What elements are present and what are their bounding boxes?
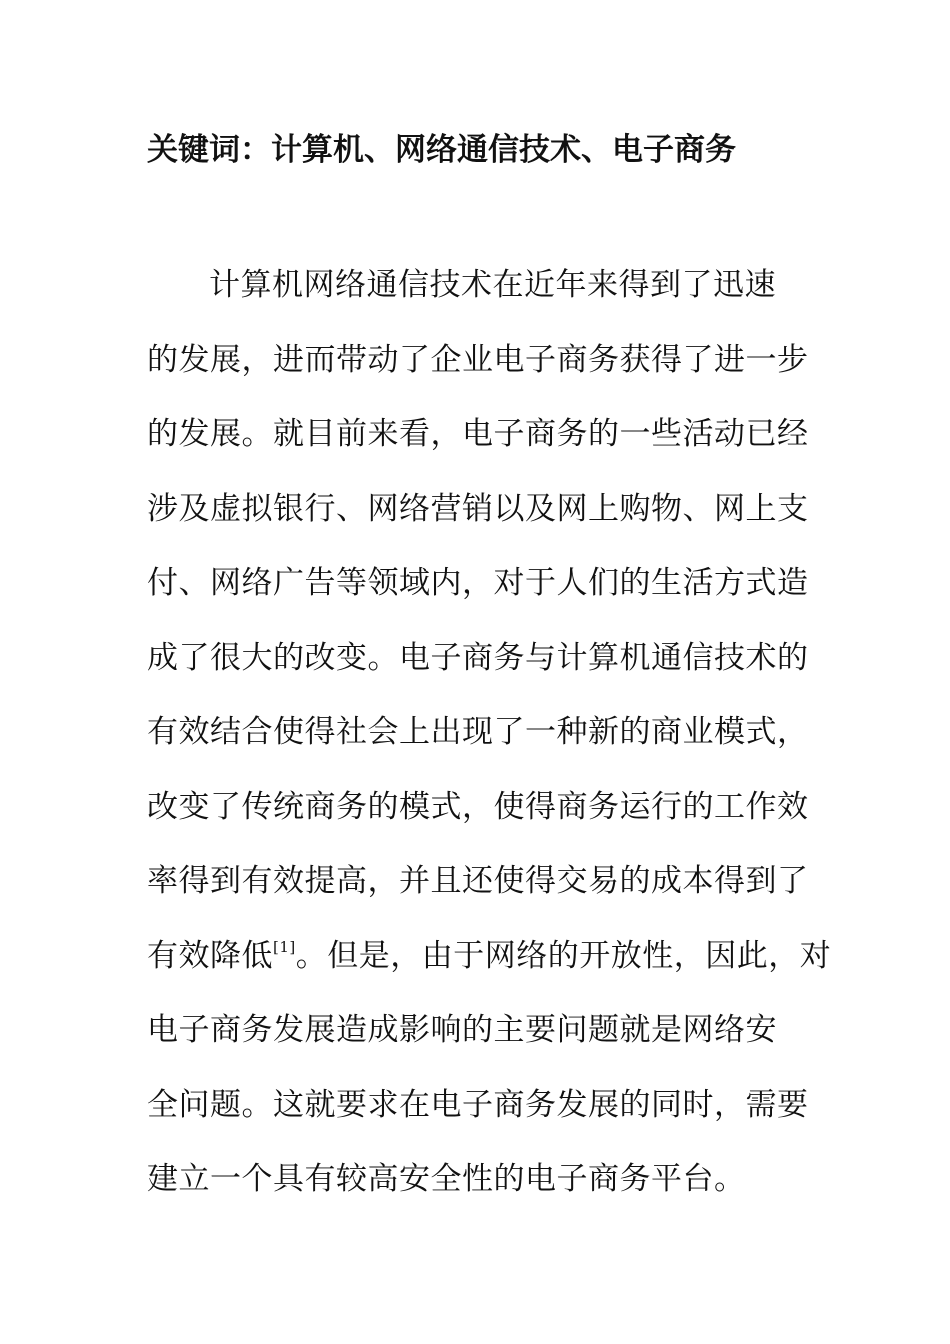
paragraph-line: 率得到有效提高，并且还使得交易的成本得到了 xyxy=(147,863,809,899)
paragraph-line: 的发展。就目前来看，电子商务的一些活动已经 xyxy=(147,416,809,452)
paragraph-line: 的发展，进而带动了企业电子商务获得了进一步 xyxy=(147,341,809,378)
paragraph-line: 计算机网络通信技术在近年来得到了迅速 xyxy=(209,267,776,303)
paragraph-line: 建立一个具有较高安全性的电子商务平台。 xyxy=(147,1161,746,1197)
paragraph-line: 改变了传统商务的模式，使得商务运行的工作效 xyxy=(147,788,809,825)
paragraph-line-with-citation xyxy=(147,926,832,1001)
paragraph-line: 成了很大的改变。电子商务与计算机通信技术的 xyxy=(147,639,809,676)
keywords-heading: 关键词：计算机、网络通信技术、电子商务 xyxy=(147,132,736,168)
line-text-after-citation: 。但是，由于网络的开放性，因此，对 xyxy=(295,937,832,974)
paragraph-line: 有效结合使得社会上出现了一种新的商业模式， xyxy=(147,714,809,750)
citation-superscript: [1] xyxy=(273,937,296,956)
line-text-before-citation: 有效降低 xyxy=(147,937,273,974)
paragraph-line: 全问题。这就要求在电子商务发展的同时，需要 xyxy=(147,1086,809,1123)
body-paragraph xyxy=(147,255,832,1224)
paragraph-line: 涉及虚拟银行、网络营销以及网上购物、网上支 xyxy=(147,490,809,527)
paragraph-line: 付、网络广告等领域内，对于人们的生活方式造 xyxy=(147,565,809,601)
paragraph-line: 电子商务发展造成影响的主要问题就是网络安 xyxy=(147,1012,777,1048)
